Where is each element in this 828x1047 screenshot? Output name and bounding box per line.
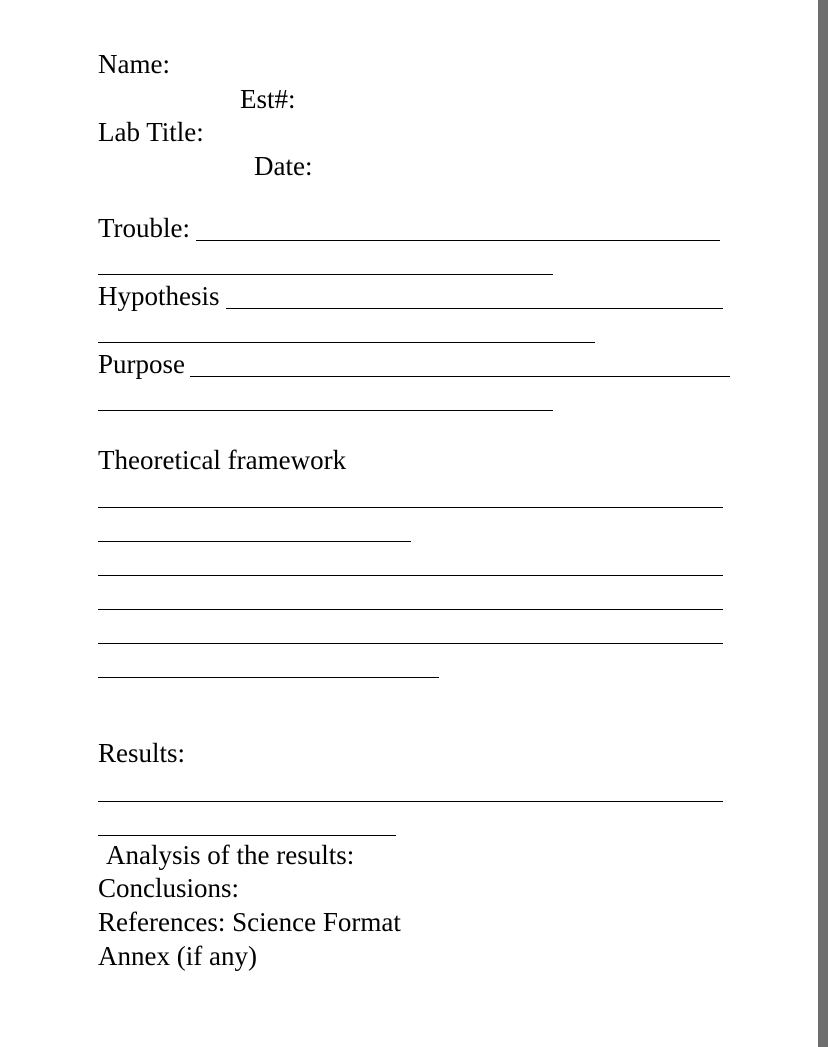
trouble-answer-line [196, 240, 720, 241]
results-answer-line [98, 801, 723, 802]
framework-answer-line [98, 677, 439, 678]
framework-answer-line [98, 507, 723, 508]
framework-answer-line [98, 541, 411, 542]
name-label: Name: [98, 49, 170, 79]
purpose-answer-line [190, 376, 730, 377]
conclusions-label: Conclusions: [98, 873, 240, 903]
results-label: Results: [98, 738, 186, 768]
hypothesis-answer-line [98, 342, 595, 343]
trouble-answer-line [98, 274, 553, 275]
page-edge-shadow [818, 0, 828, 1047]
purpose-label: Purpose [98, 349, 185, 379]
references-label: References: Science Format [98, 907, 401, 937]
analysis-label: Analysis of the results: [106, 840, 355, 870]
annex-label: Annex (if any) [98, 941, 257, 971]
hypothesis-label: Hypothesis [98, 281, 220, 311]
lab-title-label: Lab Title: [98, 117, 204, 147]
theoretical-framework-label: Theoretical framework [98, 445, 347, 475]
hypothesis-answer-line [226, 308, 723, 309]
framework-answer-line [98, 575, 723, 576]
framework-answer-line [98, 643, 723, 644]
results-answer-line [98, 835, 396, 836]
date-label: Date: [254, 151, 313, 181]
trouble-label: Trouble: [98, 213, 191, 243]
purpose-answer-line [98, 410, 553, 411]
est-number-label: Est#: [240, 84, 296, 114]
framework-answer-line [98, 609, 723, 610]
